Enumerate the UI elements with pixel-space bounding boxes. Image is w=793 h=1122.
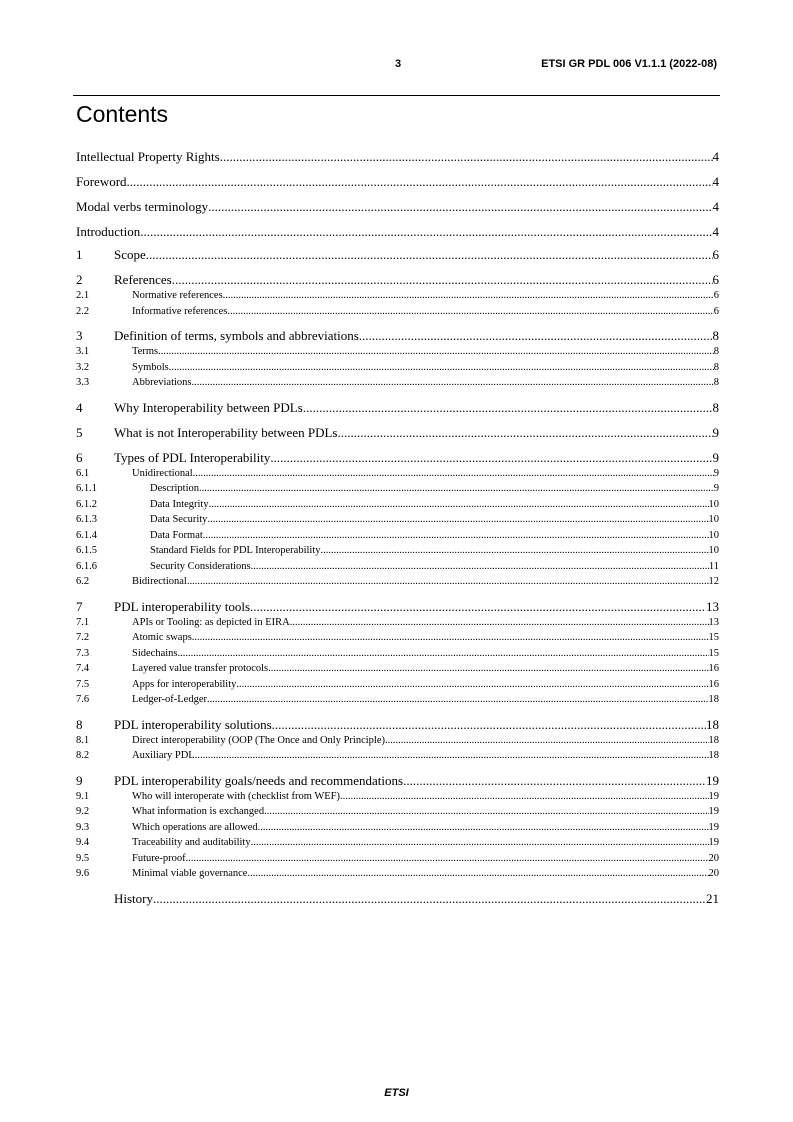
toc-entry[interactable] [76, 677, 719, 693]
toc-entry[interactable] [76, 574, 719, 590]
toc-dot-leader [209, 497, 709, 513]
toc-entry-title: PDL interoperability tools [114, 598, 250, 614]
document-id: ETSI GR PDL 006 V1.1.1 (2022-08) [541, 58, 717, 70]
toc-entry-title: Data Integrity [150, 498, 209, 510]
toc-dot-leader [158, 344, 714, 360]
toc-entry-number: 5 [76, 424, 83, 440]
toc-dot-leader [251, 559, 709, 575]
toc-entry-page: 18 [708, 750, 719, 761]
toc-entry[interactable] [76, 466, 719, 482]
toc-entry-page: 10 [708, 514, 719, 525]
toc-entry[interactable] [76, 497, 719, 513]
toc-entry-number: 9.6 [76, 868, 90, 879]
toc-entry[interactable] [76, 733, 719, 749]
toc-entry-number: 1 [76, 247, 83, 262]
toc-dot-leader [199, 481, 714, 497]
toc-entry-number: 7.1 [76, 616, 90, 628]
toc-entry-number: 9.3 [76, 821, 90, 833]
toc-entry-page: 12 [708, 576, 719, 587]
toc-entry[interactable] [76, 481, 719, 497]
toc-dot-leader [303, 400, 713, 416]
toc-entry[interactable] [76, 375, 719, 391]
toc-dot-leader [195, 748, 709, 764]
toc-entry-page: 19 [708, 821, 719, 833]
toc-dot-leader [359, 328, 713, 344]
toc-entry-page: 20 [708, 868, 719, 879]
toc-dot-leader [227, 304, 713, 320]
toc-dot-leader [178, 646, 709, 662]
toc-entry-number: 6.1.6 [76, 560, 97, 572]
toc-entry-title: Informative references [132, 305, 228, 317]
toc-entry-title: PDL interoperability solutions [114, 716, 272, 732]
toc-entry-page: 4 [712, 199, 719, 214]
toc-entry-title: Layered value transfer protocols [132, 663, 269, 674]
toc-dot-leader [268, 661, 708, 677]
toc-entry-number: 7.5 [76, 678, 90, 690]
toc-entry-number: 6.1.1 [76, 483, 97, 494]
toc-entry[interactable] [76, 247, 719, 263]
toc-entry-title: Apps for interoperability [132, 678, 237, 690]
toc-entry-number: 2.1 [76, 290, 90, 301]
toc-entry-number: 6.1 [76, 467, 90, 479]
toc-entry-number: 4 [76, 399, 83, 415]
toc-dot-leader [127, 172, 713, 192]
toc-entry-page: 16 [708, 663, 719, 674]
toc-entry-page: 4 [712, 149, 719, 164]
toc-entry-page: 18 [708, 694, 719, 705]
toc-entry-page: 20 [708, 852, 719, 864]
toc-dot-leader [321, 543, 709, 559]
toc-entry[interactable] [76, 543, 719, 559]
toc-dot-leader [337, 425, 712, 441]
toc-dot-leader [207, 512, 708, 528]
toc-entry[interactable] [76, 450, 719, 466]
toc-entry-title: Introduction [76, 224, 141, 239]
toc-entry-title: Data Security [150, 514, 208, 525]
toc-entry-page: 21 [706, 890, 719, 906]
toc-entry-page: 6 [713, 305, 719, 317]
toc-entry-title: Minimal viable governance [132, 868, 248, 879]
toc-dot-leader [340, 789, 709, 805]
toc-entry[interactable] [76, 288, 719, 304]
toc-entry-number: 7.4 [76, 663, 90, 674]
toc-entry-title: Security Considerations [150, 560, 251, 572]
toc-entry-number: 9.4 [76, 837, 90, 848]
toc-dot-leader [385, 733, 709, 749]
toc-entry-number: 3.1 [76, 346, 90, 357]
toc-dot-leader [187, 574, 709, 590]
toc-entry-title: PDL interoperability goals/needs and recommendations [114, 772, 404, 788]
toc-dot-leader [250, 599, 706, 615]
toc-dot-leader [207, 692, 709, 708]
table-of-contents [76, 147, 719, 907]
toc-entry-page: 6 [713, 290, 719, 301]
toc-entry-number: 9.5 [76, 852, 90, 864]
toc-entry-page: 9 [713, 467, 719, 479]
toc-entry-number: 9 [76, 772, 83, 788]
toc-entry[interactable] [76, 425, 719, 441]
toc-entry[interactable] [76, 172, 719, 197]
toc-entry[interactable] [76, 328, 719, 344]
toc-entry-page: 19 [708, 837, 719, 848]
toc-entry-page: 9 [712, 424, 719, 440]
toc-dot-leader [403, 773, 706, 789]
toc-entry-number: 6.1.4 [76, 529, 97, 541]
toc-entry-title: Standard Fields for PDL Interoperability [150, 545, 321, 556]
toc-entry-page: 18 [708, 734, 719, 746]
toc-dot-leader [272, 717, 706, 733]
toc-entry-title: Future-proof [132, 852, 186, 864]
toc-entry[interactable] [76, 197, 719, 222]
toc-entry-title: Direct interoperability (OOP (The Once and Only Principle) [132, 734, 385, 746]
toc-entry[interactable] [76, 717, 719, 733]
toc-entry[interactable] [76, 748, 719, 764]
toc-dot-leader [169, 360, 714, 376]
toc-entry-number: 6 [76, 449, 83, 465]
toc-entry-title: References [114, 272, 172, 287]
toc-entry-page: 19 [708, 790, 719, 802]
toc-entry-page: 9 [713, 483, 719, 494]
toc-dot-leader [203, 528, 709, 544]
page-number: 3 [394, 58, 402, 70]
toc-entry-number: 7.2 [76, 632, 90, 643]
toc-entry-number: 6.1.2 [76, 498, 97, 510]
toc-dot-leader [186, 851, 709, 867]
toc-dot-leader [264, 804, 708, 820]
toc-entry-title: Scope [114, 247, 146, 262]
toc-entry[interactable] [76, 646, 719, 662]
toc-entry-number: 6.2 [76, 576, 90, 587]
toc-entry-page: 8 [712, 328, 719, 343]
toc-entry-number: 3.2 [76, 361, 90, 373]
toc-entry-title: Definition of terms, symbols and abbreviations [114, 328, 359, 343]
toc-entry[interactable] [76, 661, 719, 677]
toc-entry-page: 11 [708, 560, 719, 572]
toc-entry-number: 8.2 [76, 750, 90, 761]
toc-entry-title: What is not Interoperability between PDLs [114, 424, 338, 440]
toc-entry-page: 8 [713, 346, 719, 357]
toc-dot-leader [247, 866, 708, 882]
toc-entry-page: 4 [712, 224, 719, 239]
toc-dot-leader [192, 630, 709, 646]
toc-entry[interactable] [76, 851, 719, 867]
toc-entry[interactable] [76, 147, 719, 172]
toc-entry-page: 8 [713, 361, 719, 373]
toc-entry-title: Terms [132, 346, 159, 357]
toc-entry-title: Who will interoperate with (checklist from WEF) [132, 790, 340, 802]
toc-entry[interactable] [76, 891, 719, 907]
toc-dot-leader [172, 272, 713, 288]
toc-dot-leader [192, 375, 714, 391]
footer-etsi: ETSI [384, 1087, 409, 1099]
toc-entry-title: Traceability and auditability [132, 837, 251, 848]
toc-entry-title: Ledger-of-Ledger [132, 694, 207, 705]
toc-entry-page: 13 [706, 598, 719, 614]
toc-entry-number: 8 [76, 716, 83, 732]
toc-entry[interactable] [76, 512, 719, 528]
toc-entry-page: 19 [706, 772, 719, 788]
toc-entry-page: 8 [713, 377, 719, 388]
toc-entry-number: 3.3 [76, 377, 90, 388]
toc-entry[interactable] [76, 773, 719, 789]
toc-entry[interactable] [76, 789, 719, 805]
toc-entry[interactable] [76, 272, 719, 288]
toc-entry-number: 9.1 [76, 790, 90, 802]
toc-entry-page: 9 [712, 449, 719, 465]
toc-entry-title: Types of PDL Interoperability [114, 449, 271, 465]
toc-entry-number: 6.1.5 [76, 545, 97, 556]
toc-entry[interactable] [76, 804, 719, 820]
toc-entry-page: 18 [706, 716, 719, 732]
toc-entry-number: 8.1 [76, 734, 90, 746]
toc-entry-title: Auxiliary PDL [132, 750, 195, 761]
header-rule [73, 95, 720, 96]
toc-entry[interactable] [76, 304, 719, 320]
toc-entry-page: 16 [708, 678, 719, 690]
toc-dot-leader [193, 466, 714, 482]
toc-dot-leader [251, 835, 709, 851]
toc-entry-page: 19 [708, 806, 719, 817]
toc-entry-page: 6 [712, 247, 719, 262]
toc-entry-page: 10 [708, 529, 719, 541]
toc-dot-leader [140, 222, 712, 242]
toc-entry-title: Description [150, 483, 199, 494]
toc-entry-title: Modal verbs terminology [76, 199, 209, 214]
toc-entry-number: 7 [76, 598, 83, 614]
toc-entry-number: 7.3 [76, 647, 90, 659]
toc-entry-page: 15 [708, 647, 719, 659]
toc-dot-leader [258, 820, 709, 836]
toc-dot-leader [146, 247, 713, 263]
toc-dot-leader [270, 450, 712, 466]
toc-entry-title: Which operations are allowed [132, 821, 258, 833]
toc-entry-title: Sidechains [132, 647, 178, 659]
toc-entry-title: Symbols [132, 361, 169, 373]
toc-entry-page: 10 [708, 498, 719, 510]
toc-entry-number: 6.1.3 [76, 514, 97, 525]
toc-entry-page: 8 [712, 399, 719, 415]
toc-entry-page: 4 [712, 174, 719, 189]
toc-entry-title: Normative references [132, 290, 223, 301]
toc-entry[interactable] [76, 835, 719, 851]
toc-entry-title: Abbreviations [132, 377, 192, 388]
toc-dot-leader [220, 147, 713, 167]
toc-entry-title: Atomic swaps [132, 632, 192, 643]
toc-entry-number: 2 [76, 272, 83, 287]
toc-entry-page: 10 [708, 545, 719, 556]
toc-dot-leader [223, 288, 714, 304]
toc-entry-number: 3 [76, 328, 83, 343]
toc-entry-title: APIs or Tooling: as depicted in EIRA [132, 616, 290, 628]
toc-entry-title: Foreword [76, 174, 127, 189]
toc-entry[interactable] [76, 615, 719, 631]
toc-entry-title: What information is exchanged [132, 806, 265, 817]
toc-entry-number: 2.2 [76, 305, 90, 317]
toc-entry-number: 7.6 [76, 694, 90, 705]
toc-dot-leader [208, 197, 712, 217]
toc-entry-page: 6 [712, 272, 719, 287]
toc-entry-title: Data Format [150, 529, 203, 541]
toc-entry-number: 9.2 [76, 806, 90, 817]
toc-entry-title: Bidirectional [132, 576, 187, 587]
toc-dot-leader [236, 677, 708, 693]
toc-entry-title: Why Interoperability between PDLs [114, 399, 303, 415]
toc-entry-page: 15 [708, 632, 719, 643]
toc-entry[interactable] [76, 344, 719, 360]
toc-entry[interactable] [76, 559, 719, 575]
toc-entry[interactable] [76, 360, 719, 376]
toc-entry[interactable] [76, 866, 719, 882]
toc-entry[interactable] [76, 400, 719, 416]
page-title: Contents [76, 101, 169, 127]
toc-dot-leader [153, 891, 706, 907]
toc-entry[interactable] [76, 528, 719, 544]
toc-entry[interactable] [76, 222, 719, 247]
toc-entry-page: 13 [708, 616, 719, 628]
toc-entry-title: History [114, 890, 153, 906]
toc-dot-leader [290, 615, 709, 631]
toc-entry-title: Intellectual Property Rights [76, 149, 220, 164]
toc-entry[interactable] [76, 630, 719, 646]
toc-entry[interactable] [76, 599, 719, 615]
toc-entry[interactable] [76, 692, 719, 708]
toc-entry[interactable] [76, 820, 719, 836]
toc-entry-title: Unidirectional [132, 467, 193, 479]
